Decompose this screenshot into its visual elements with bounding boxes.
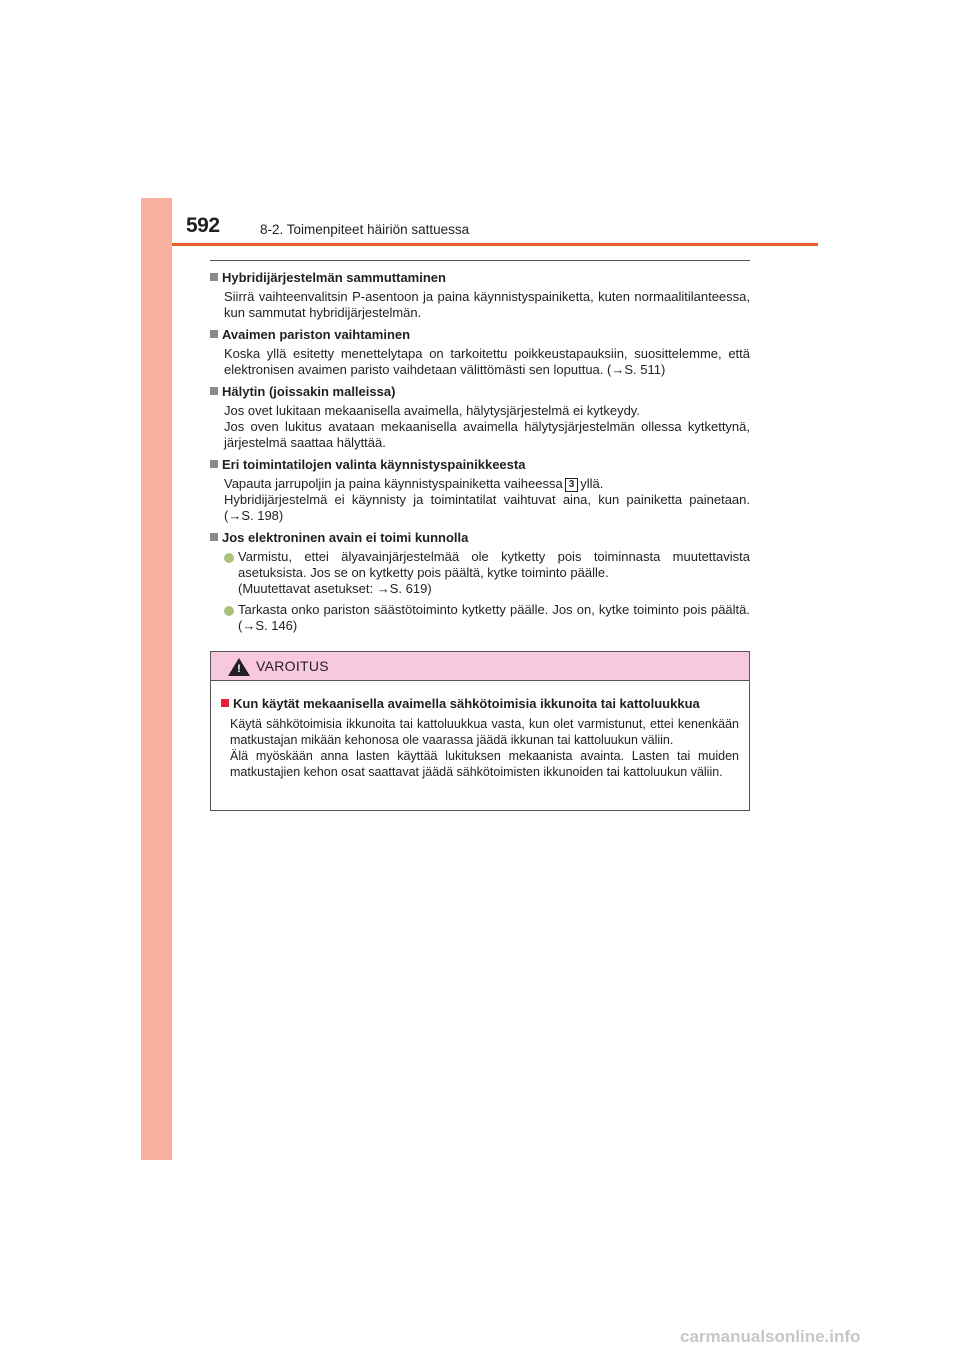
section-text: Jos ovet lukitaan mekaanisella avaimella, hälytysjärjestelmä ei kytkeydy. Jos oven lukitus avataan mekaanisella avaimella hälytysjärjestelmän ollessa kytkettynä, järjestelmä saattaa hälyttää. [224,403,750,450]
step-number-badge: 3 [565,478,579,492]
section-divider [210,260,750,261]
section-heading: Hybridijärjestelmän sammuttaminen [210,269,750,286]
circle-bullet-icon [224,606,234,616]
header-rule [172,243,818,246]
section-heading: Jos elektroninen avain ei toimi kunnolla [210,529,750,546]
section-mode-selection [210,456,750,524]
section-text: Vapauta jarrupoljin ja paina käynnistyspainiketta vaiheessa 3 yllä. Hybridijärjestelmä ei käynnisty ja toimintatilat vaihtuvat aina, kun painiketta painetaan. (→S. 198) [224,476,750,523]
square-bullet-icon [210,460,218,468]
square-bullet-icon [210,330,218,338]
section-alarm [210,383,750,451]
watermark: carmanualsonline.info [680,1327,861,1346]
chapter-title: 8-2. Toimenpiteet häiriön sattuessa [260,222,470,237]
square-bullet-icon [210,273,218,281]
bullet-item: Varmistu, ettei älyavainjärjestelmää ole kytketty pois toiminnasta muutettavista asetuksista. Jos se on kytketty pois päältä, kytke toiminto päälle. (Muutettavat asetukset: →S. 619) [224,549,750,597]
page-content [210,269,750,639]
side-color-band [141,198,172,1160]
section-text: Koska yllä esitetty menettelytapa on tarkoitettu poikkeustapauksiin, suosittelemme, että elektronisen avaimen paristo vaihdetaan välittömästi sen loputtua. (→S. 511) [224,346,750,377]
square-bullet-icon [221,699,229,707]
warning-box [210,651,750,811]
section-hybrid-shutdown [210,269,750,321]
bullet-item: Tarkasta onko pariston säästötoiminto kytketty päälle. Jos on, kytke toiminto pois päältä. (→S. 146) [224,602,750,634]
section-heading: Hälytin (joissakin malleissa) [210,383,750,400]
section-heading: Avaimen pariston vaihtaminen [210,326,750,343]
warning-heading: Kun käytät mekaanisella avaimella sähkötoimisia ikkunoita tai kattoluukkua [221,695,749,712]
section-key-malfunction [210,529,750,634]
square-bullet-icon [210,387,218,395]
warning-header: ! VAROITUS [211,652,749,681]
warning-text: Käytä sähkötoimisia ikkunoita tai kattoluukkua vasta, kun olet varmistunut, ettei kenenkään matkustajan mikään kehonosa ole vaarassa jäädä ikkunan tai kattoluukun väliin. Älä myöskään anna lasten käyttää lukituksen mekaanista avainta. Lasten tai muiden matkustajien kehon osat saattavat jäädä sähkötoimisten ikkunoiden tai kattoluukun väliin. [230,717,739,779]
warning-label: VAROITUS [256,658,329,674]
circle-bullet-icon [224,553,234,563]
section-key-battery [210,326,750,378]
square-bullet-icon [210,533,218,541]
page-number: 592 [186,214,220,237]
section-heading: Eri toimintatilojen valinta käynnistyspainikkeesta [210,456,750,473]
section-text: Siirrä vaihteenvalitsin P-asentoon ja paina käynnistyspainiketta, kuten normaalitilanteessa, kun sammutat hybridijärjestelmän. [224,289,750,320]
